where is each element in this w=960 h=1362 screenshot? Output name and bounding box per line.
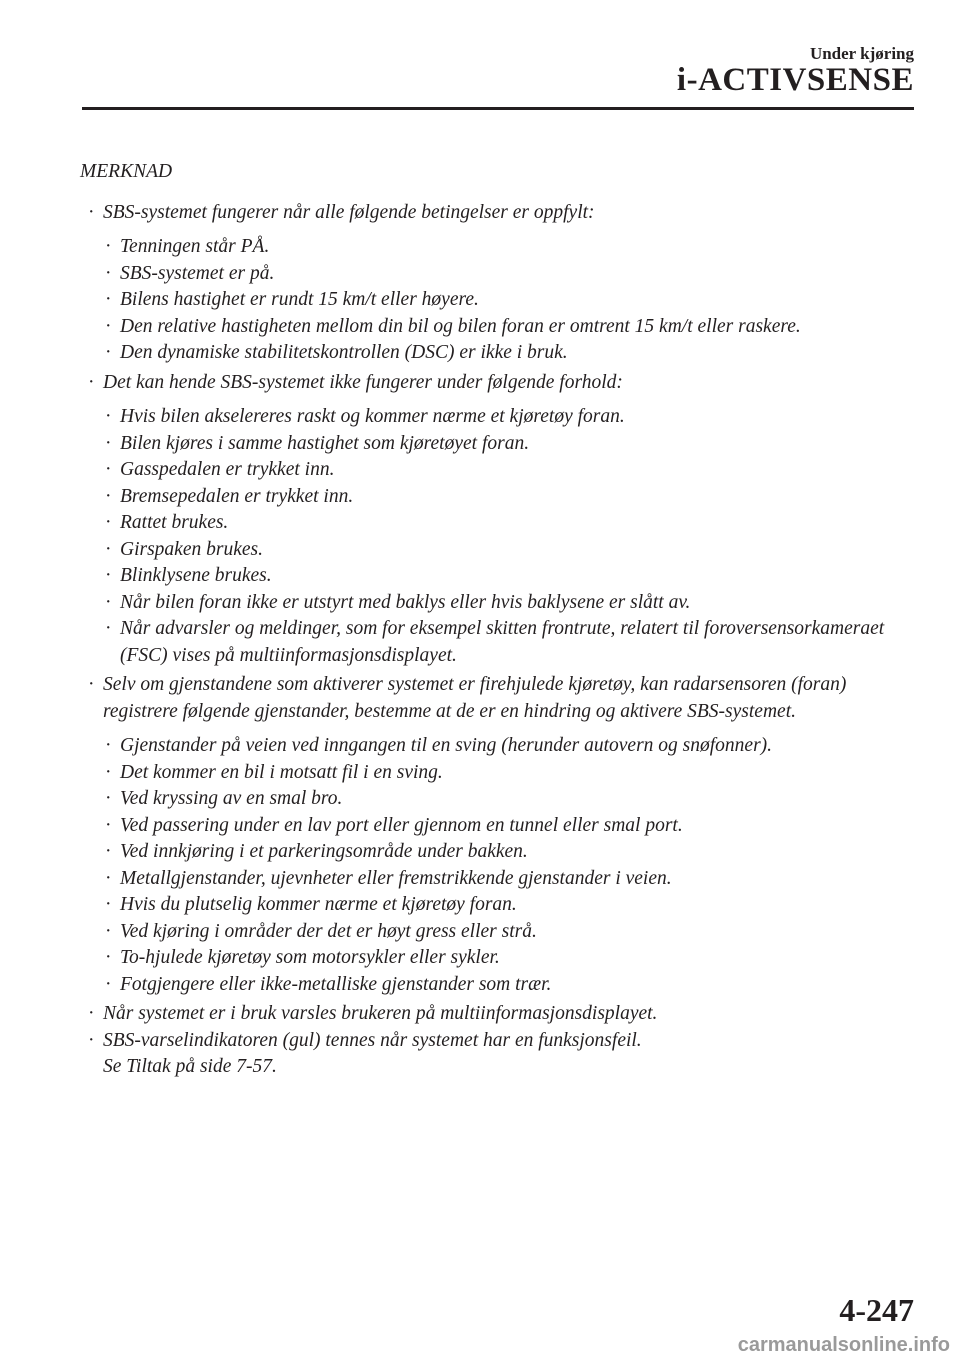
bullet-icon: · bbox=[105, 867, 112, 889]
note-item bbox=[80, 200, 920, 227]
section-title: Under kjøring bbox=[809, 44, 914, 63]
sub-list-item-text: Hvis bilen akselereres raskt og kommer nærme et kjøretøy foran. bbox=[120, 406, 625, 427]
sub-list-item bbox=[80, 314, 920, 341]
note-item-text: Selv om gjenstandene som aktiverer systemet er firehjulede kjøretøy, kan radarsensoren (foran) registrere følgende gjenstander, bestemme at de er en hindring og aktivere SBS-systemet. bbox=[103, 674, 847, 722]
sub-list-item bbox=[80, 431, 920, 458]
sub-list-item bbox=[80, 972, 920, 999]
sub-list-item bbox=[80, 457, 920, 484]
sub-list-item bbox=[80, 919, 920, 946]
note-item bbox=[80, 1028, 920, 1081]
sub-list-item bbox=[80, 484, 920, 511]
bullet-icon: · bbox=[105, 618, 112, 639]
page-reference: Se Tiltak på side 7-57. bbox=[103, 1056, 277, 1077]
bullet-icon: · bbox=[105, 406, 112, 427]
sub-list-item bbox=[80, 760, 920, 787]
bullet-icon: · bbox=[105, 485, 112, 507]
sub-list-item-text: Ved kryssing av en smal bro. bbox=[120, 788, 343, 809]
note-item-text: SBS-varselindikatoren (gul) tennes når systemet har en funksjonsfeil. bbox=[103, 1029, 642, 1051]
bullet-icon: · bbox=[105, 735, 112, 756]
note-list bbox=[80, 200, 920, 1081]
sub-list-item-text: Når advarsler og meldinger, som for eksempel skitten frontrute, relatert til foroversensorkameraet (FSC) vises på multiinformasjonsdisplayet. bbox=[120, 618, 885, 666]
sub-list-item bbox=[80, 234, 920, 261]
note-item-text: SBS-systemet fungerer når alle følgende betingelser er oppfylt: bbox=[103, 201, 595, 223]
sub-list-item-text: Bilen kjøres i samme hastighet som kjøretøyet foran. bbox=[120, 432, 530, 454]
bullet-icon: · bbox=[105, 315, 112, 337]
chapter-title: i-ACTIVSENSE bbox=[676, 62, 914, 98]
bullet-icon: · bbox=[105, 761, 112, 783]
sub-list-item-text: Fotgjengere eller ikke-metalliske gjenstander som trær. bbox=[120, 973, 552, 995]
bullet-icon: · bbox=[105, 512, 112, 533]
sub-list-item-text: Gasspedalen er trykket inn. bbox=[120, 459, 335, 480]
sub-list-item bbox=[80, 404, 920, 431]
sub-list-item bbox=[80, 537, 920, 564]
bullet-icon: · bbox=[88, 1029, 95, 1051]
sub-list-item-text: Girspaken brukes. bbox=[120, 538, 263, 560]
note-item bbox=[80, 1001, 920, 1028]
bullet-icon: · bbox=[88, 371, 95, 393]
bullet-icon: · bbox=[105, 947, 112, 968]
bullet-icon: · bbox=[105, 565, 112, 586]
sub-list-item bbox=[80, 839, 920, 866]
bullet-icon: · bbox=[105, 262, 112, 284]
sub-list-item-text: Den relative hastigheten mellom din bil og bilen foran er omtrent 15 km/t eller raskere. bbox=[120, 315, 801, 337]
sub-list-item-text: Rattet brukes. bbox=[120, 512, 229, 533]
sub-list-item-text: Gjenstander på veien ved inngangen til en sving (herunder autovern og snøfonner). bbox=[120, 735, 773, 756]
bullet-icon: · bbox=[105, 973, 112, 995]
note-item-text: Når systemet er i bruk varsles brukeren på multiinformasjonsdisplayet. bbox=[103, 1003, 658, 1024]
bullet-icon: · bbox=[105, 342, 112, 363]
bullet-icon: · bbox=[105, 236, 112, 257]
bullet-icon: · bbox=[105, 841, 112, 862]
bullet-icon: · bbox=[105, 459, 112, 480]
bullet-icon: · bbox=[105, 894, 112, 915]
sub-list-item-text: Bremsepedalen er trykket inn. bbox=[120, 485, 354, 507]
sub-list-item bbox=[80, 616, 920, 669]
page-number: 4-247 bbox=[839, 1292, 914, 1328]
bullet-icon: · bbox=[88, 1003, 95, 1024]
note-item-text: Det kan hende SBS-systemet ikke fungerer under følgende forhold: bbox=[103, 371, 623, 393]
sub-list bbox=[80, 404, 920, 669]
sub-list-item-text: To-hjulede kjøretøy som motorsykler eller sykler. bbox=[120, 947, 500, 968]
sub-list-item bbox=[80, 733, 920, 760]
bullet-icon: · bbox=[105, 920, 112, 942]
bullet-icon: · bbox=[105, 591, 112, 613]
note-item bbox=[80, 370, 920, 397]
sub-list-item bbox=[80, 813, 920, 840]
watermark-text: carmanualsonline.info bbox=[737, 1334, 950, 1356]
sub-list-item-text: Ved innkjøring i et parkeringsområde under bakken. bbox=[120, 841, 528, 862]
bullet-icon: · bbox=[105, 289, 112, 310]
sub-list-item bbox=[80, 866, 920, 893]
bullet-icon: · bbox=[88, 201, 95, 223]
sub-list-item bbox=[80, 510, 920, 537]
sub-list-item-text: SBS-systemet er på. bbox=[120, 262, 275, 284]
sub-list-item bbox=[80, 340, 920, 367]
sub-list-item-text: Det kommer en bil i motsatt fil i en sving. bbox=[120, 761, 443, 783]
sub-list-item-text: Tenningen står PÅ. bbox=[120, 236, 270, 257]
note-heading: MERKNAD bbox=[80, 161, 173, 182]
sub-list-item-text: Ved passering under en lav port eller gjennom en tunnel eller smal port. bbox=[120, 814, 683, 836]
sub-list-item bbox=[80, 945, 920, 972]
bullet-icon: · bbox=[88, 674, 95, 695]
bullet-icon: · bbox=[105, 814, 112, 836]
header-divider bbox=[82, 107, 914, 110]
note-block bbox=[80, 159, 920, 1081]
sub-list bbox=[80, 733, 920, 998]
sub-list-item bbox=[80, 786, 920, 813]
sub-list-item-text: Metallgjenstander, ujevnheter eller fremstrikkende gjenstander i veien. bbox=[120, 867, 672, 889]
sub-list-item-text: Når bilen foran ikke er utstyrt med baklys eller hvis baklysene er slått av. bbox=[120, 591, 691, 613]
sub-list-item bbox=[80, 563, 920, 590]
sub-list-item-text: Hvis du plutselig kommer nærme et kjøretøy foran. bbox=[120, 894, 517, 915]
sub-list-item bbox=[80, 892, 920, 919]
sub-list-item-text: Ved kjøring i områder der det er høyt gress eller strå. bbox=[120, 920, 537, 942]
sub-list-item-text: Bilens hastighet er rundt 15 km/t eller høyere. bbox=[120, 289, 479, 310]
sub-list-item bbox=[80, 261, 920, 288]
sub-list-item bbox=[80, 590, 920, 617]
bullet-icon: · bbox=[105, 432, 112, 454]
sub-list bbox=[80, 234, 920, 367]
bullet-icon: · bbox=[105, 538, 112, 560]
sub-list-item-text: Blinklysene brukes. bbox=[120, 565, 272, 586]
bullet-icon: · bbox=[105, 788, 112, 809]
sub-list-item bbox=[80, 287, 920, 314]
sub-list-item-text: Den dynamiske stabilitetskontrollen (DSC) er ikke i bruk. bbox=[120, 342, 568, 363]
note-item bbox=[80, 672, 920, 725]
